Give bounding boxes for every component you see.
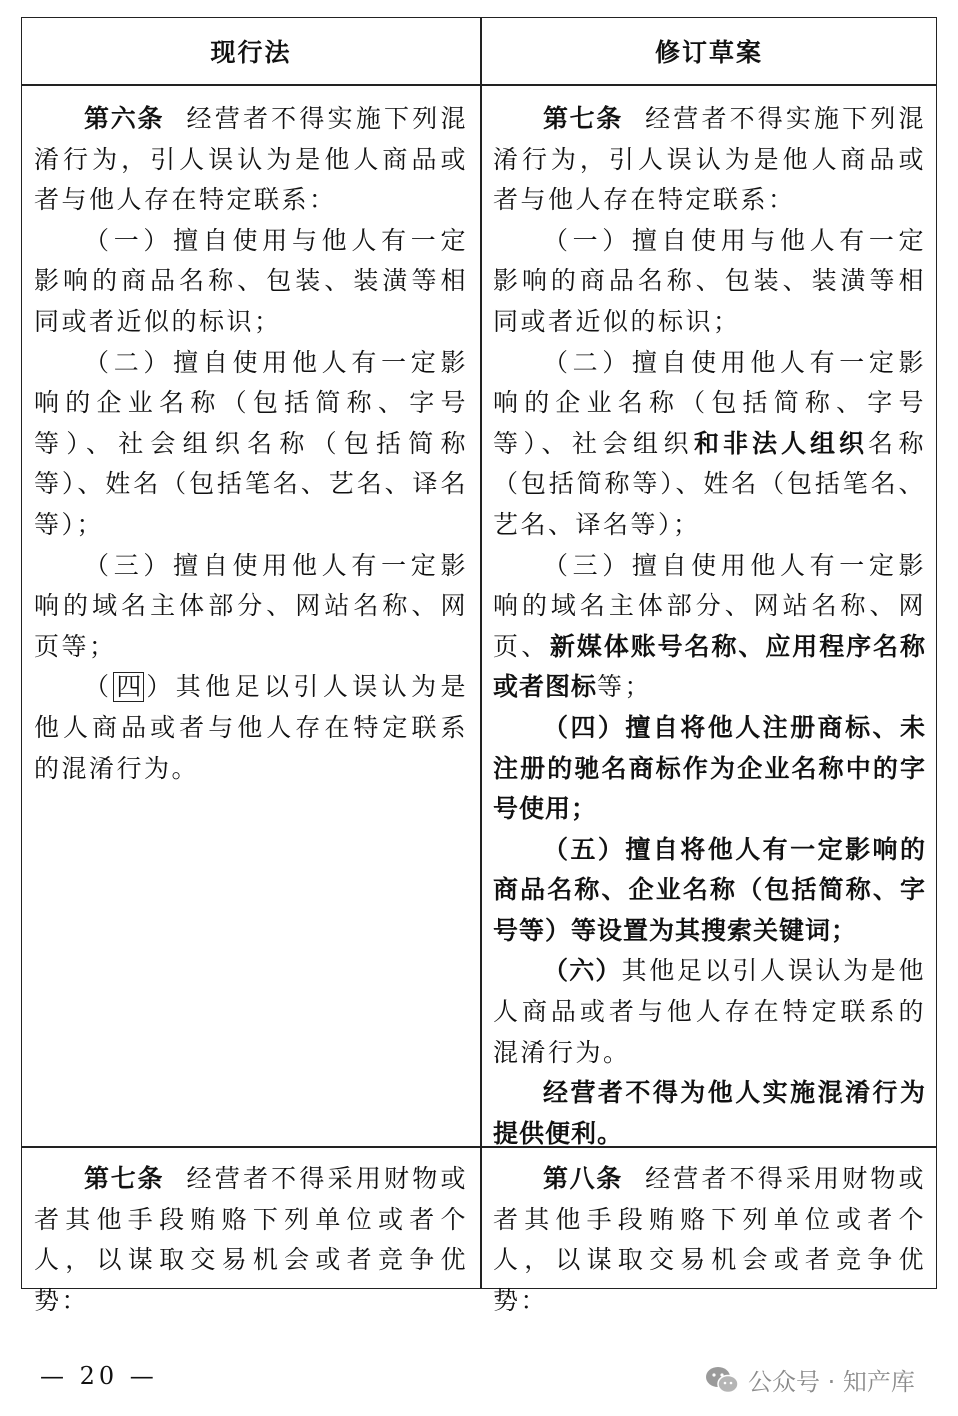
- article-title: 第六条: [84, 104, 165, 133]
- page-number: — 20 —: [40, 1362, 158, 1390]
- clause-text: ）其他足以引人误认为是他人商品或者与他人存在特定联系的混淆行为。: [34, 672, 468, 783]
- article-lead: [34, 1159, 468, 1321]
- article-title: 第七条: [84, 1164, 165, 1193]
- article-title: 第七条: [543, 104, 623, 133]
- article-lead: [493, 1159, 926, 1321]
- article-lead: [493, 99, 926, 221]
- wechat-icon: [704, 1365, 740, 1395]
- clause-item: [493, 951, 926, 1073]
- column-header-draft: 修订草案: [654, 38, 763, 67]
- clause-paren: （: [84, 672, 114, 702]
- row1-left-cell: [22, 99, 480, 789]
- watermark: [704, 1362, 915, 1397]
- header-divider: [22, 84, 936, 86]
- comparison-table: [21, 17, 937, 1315]
- amended-text: （六）: [543, 956, 622, 986]
- clause-item: [493, 343, 926, 546]
- clause-item: （一）擅自使用与他人有一定影响的商品名称、包装、装潢等相同或者近似的标识；: [493, 225, 926, 336]
- column-header-current-law: 现行法: [210, 38, 292, 67]
- clause-text: 名称（包括简称等）、姓名（包括笔名、艺名、译名等）；: [493, 428, 926, 539]
- amended-text: 和非法人组织: [693, 428, 868, 458]
- article-lead: [34, 99, 468, 221]
- article-text: 经营者不得实施下列混淆行为，引人误认为是他人商品或者与他人存在特定联系：: [34, 104, 468, 215]
- clause-item: （一）擅自使用与他人有一定影响的商品名称、包装、装潢等相同或者近似的标识；: [34, 225, 468, 336]
- clause-item: [493, 546, 926, 708]
- amended-text: 新媒体账号名称、应用程序名称或者图标: [493, 631, 926, 702]
- clause-text: 其他足以引人误认为是他人商品或者与他人存在特定联系的混淆行为。: [493, 956, 926, 1067]
- clause-text: （三）擅自使用他人有一定影响的域名主体部分、网站名称、网页、: [493, 550, 926, 661]
- clause-item: （二）擅自使用他人有一定影响的企业名称（包括简称、字号等）、社会组织名称（包括简称等）、姓名（包括笔名、艺名、译名等）；: [34, 347, 468, 539]
- article-title: 第八条: [543, 1164, 623, 1193]
- article-text: 经营者不得采用财物或者其他手段贿赂下列单位或者个人，以谋取交易机会或者竞争优势：: [493, 1164, 926, 1315]
- row2-left-cell: [22, 1159, 480, 1321]
- clause-text: （二）擅自使用他人有一定影响的企业名称（包括简称、字号等）、社会组织: [493, 347, 926, 458]
- clause-item: （三）擅自使用他人有一定影响的域名主体部分、网站名称、网页等；: [34, 550, 468, 661]
- new-clause-item: （五）擅自将他人有一定影响的商品名称、企业名称（包括简称、字号等）等设置为其搜索关键词；: [493, 834, 926, 945]
- row2-right-cell: [481, 1159, 938, 1321]
- boxed-numeral: 四: [113, 672, 144, 702]
- row1-right-cell: [481, 99, 938, 1154]
- new-closing-paragraph: 经营者不得为他人实施混淆行为提供便利。: [493, 1078, 926, 1148]
- new-clause-item: （四）擅自将他人注册商标、未注册的驰名商标作为企业名称中的字号使用；: [493, 712, 926, 824]
- watermark-text: 公众号 · 知产库: [748, 1368, 915, 1396]
- clause-text: 等；: [597, 672, 653, 702]
- article-text: 经营者不得采用财物或者其他手段贿赂下列单位或者个人，以谋取交易机会或者竞争优势：: [34, 1164, 468, 1315]
- article-text: 经营者不得实施下列混淆行为，引人误认为是他人商品或者与他人存在特定联系：: [493, 104, 926, 215]
- clause-item: [34, 667, 468, 789]
